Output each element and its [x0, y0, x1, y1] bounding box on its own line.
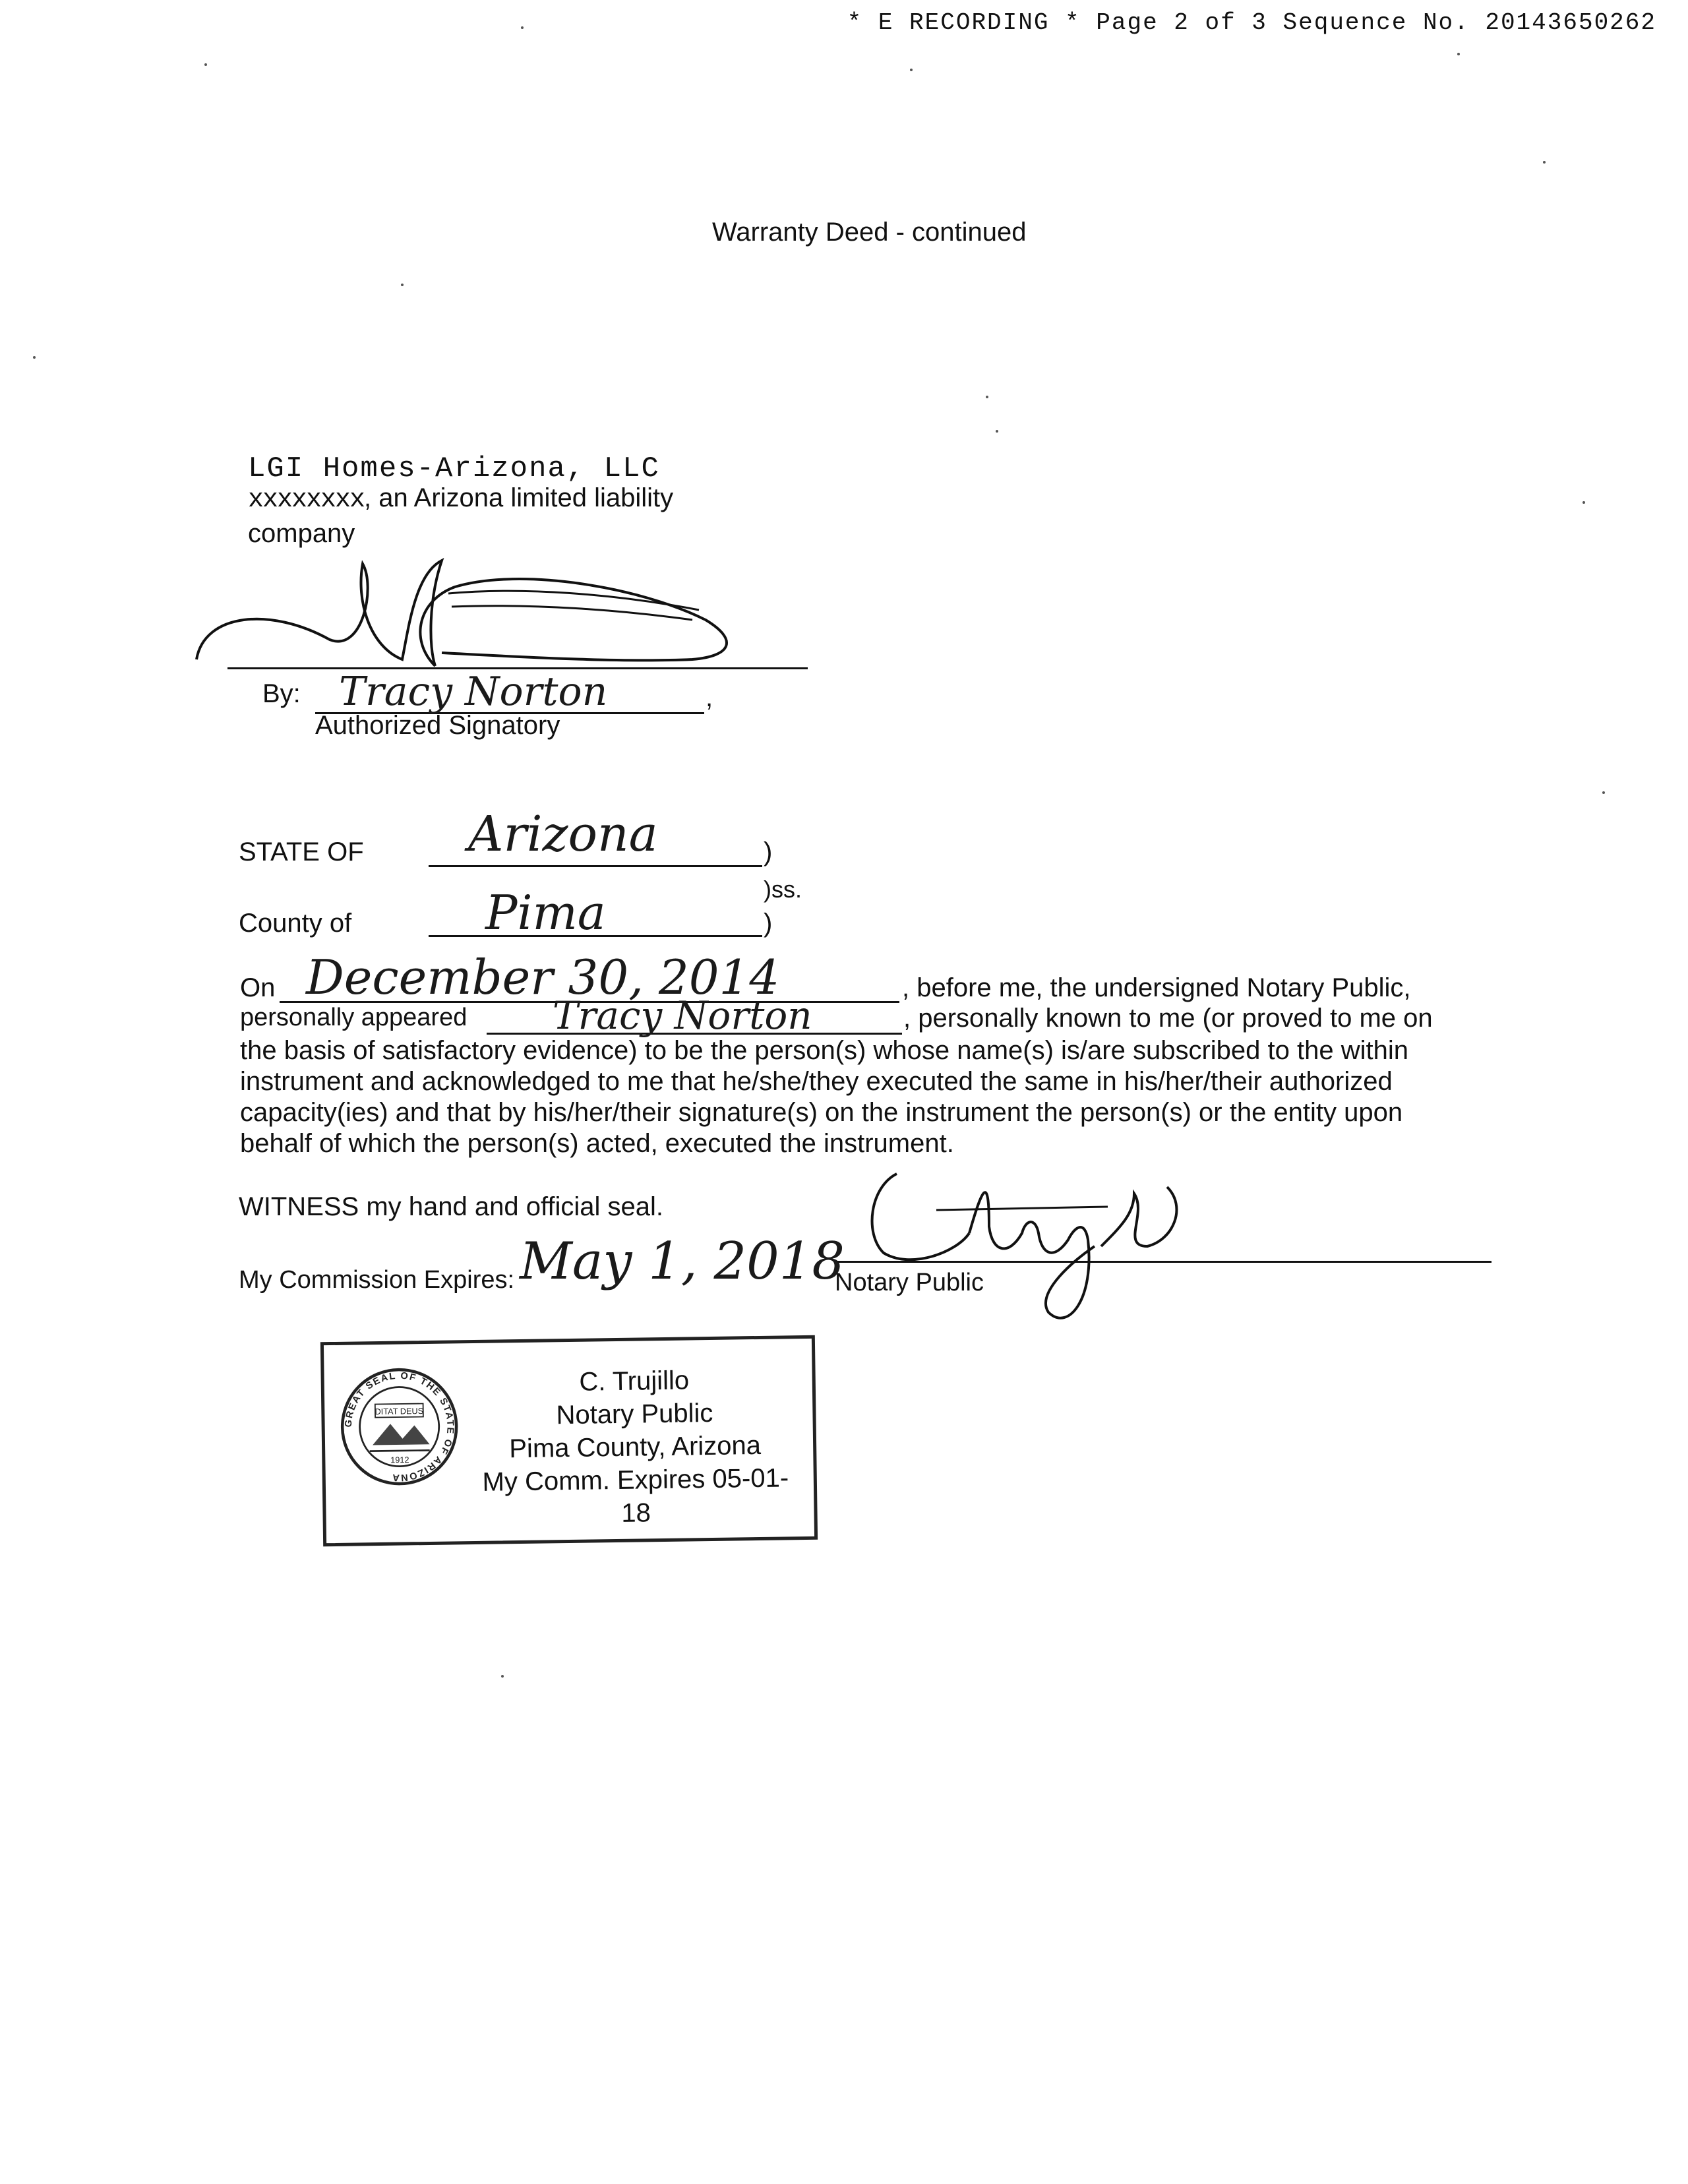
scan-speck: [521, 26, 524, 29]
notary-signature: [857, 1147, 1200, 1332]
overtyped-text: xxxxxxxx: [248, 485, 365, 515]
stamp-county: Pima County, Arizona: [509, 1430, 762, 1464]
state-handwritten: Arizona: [468, 806, 658, 863]
notary-stamp: [320, 1335, 818, 1546]
notary-label: Notary Public: [835, 1269, 984, 1296]
stamp-name: C. Trujillo: [579, 1366, 690, 1397]
commission-label: My Commission Expires:: [239, 1266, 515, 1294]
scan-speck: [996, 430, 998, 433]
state-line: [429, 806, 762, 867]
county-handwritten: Pima: [485, 885, 606, 940]
scan-speck: [33, 356, 36, 359]
entity-description: , an Arizona limited liability company: [248, 483, 674, 548]
county-label: County of: [239, 909, 352, 938]
seal-ring-text: GREAT SEAL OF THE STATE OF ARIZONA: [343, 1370, 456, 1483]
ss-marker: )ss.: [764, 876, 802, 903]
by-label: By:: [262, 679, 301, 708]
stamp-expires: My Comm. Expires 05-01-18: [482, 1463, 789, 1528]
date-handwritten: December 30, 2014: [306, 950, 780, 1005]
grantor-signature: [191, 547, 818, 679]
commission-handwritten: May 1, 2018: [520, 1232, 845, 1291]
scan-speck: [1582, 501, 1585, 504]
paren-county: ): [764, 909, 773, 938]
after-date-text: , before me, the undersigned Notary Public,: [902, 973, 1411, 1002]
document-title: Warranty Deed - continued: [712, 218, 1027, 247]
seal-motto: DITAT DEUS: [375, 1405, 424, 1416]
paren-state: ): [764, 837, 773, 866]
appeared-handwritten: Tracy Norton: [553, 993, 812, 1038]
appeared-label: personally appeared: [240, 1004, 467, 1031]
after-appeared-text: , personally known to me (or proved to me on: [903, 1004, 1433, 1033]
scan-speck: [1543, 161, 1546, 164]
grantor-name: LGI Homes-Arizona, LLC: [248, 452, 660, 485]
signer-title: Authorized Signatory: [315, 711, 560, 740]
scan-speck: [1602, 791, 1605, 794]
by-signature-line: [315, 669, 704, 715]
acknowledgment-body: the basis of satisfactory evidence) to be the person(s) whose name(s) is/are subscribed to the within instrument and acknowledged to me that he/she/they executed the same in his/her/their authorized capacity(ies) and that by his/her/their signature(s) on the instrument the person(s) or the entity upon behalf of which the person(s) acted, executed the instrument.: [240, 1036, 1408, 1158]
scan-speck: [501, 1675, 504, 1678]
stamp-title: Notary Public: [556, 1398, 713, 1430]
scan-speck: [986, 396, 988, 398]
recording-header: * E RECORDING * Page 2 of 3 Sequence No. 20143650262: [847, 9, 1656, 36]
scan-speck: [401, 284, 404, 286]
scan-speck: [1457, 53, 1460, 55]
stamp-text: [469, 1362, 800, 1532]
by-comma: ,: [706, 683, 713, 712]
county-line: [429, 885, 762, 940]
witness-text: WITNESS my hand and official seal.: [239, 1192, 663, 1221]
grantor-description: [248, 481, 775, 550]
scan-speck: [204, 63, 207, 66]
state-seal-icon: [338, 1366, 460, 1488]
on-label: On: [240, 973, 276, 1002]
scan-speck: [910, 69, 913, 71]
state-label: STATE OF: [239, 837, 364, 866]
signer-handwritten: Tracy Norton: [339, 669, 608, 715]
seal-year: 1912: [390, 1454, 409, 1465]
appeared-line: [487, 993, 902, 1038]
notary-signature-line: [837, 1261, 1492, 1263]
